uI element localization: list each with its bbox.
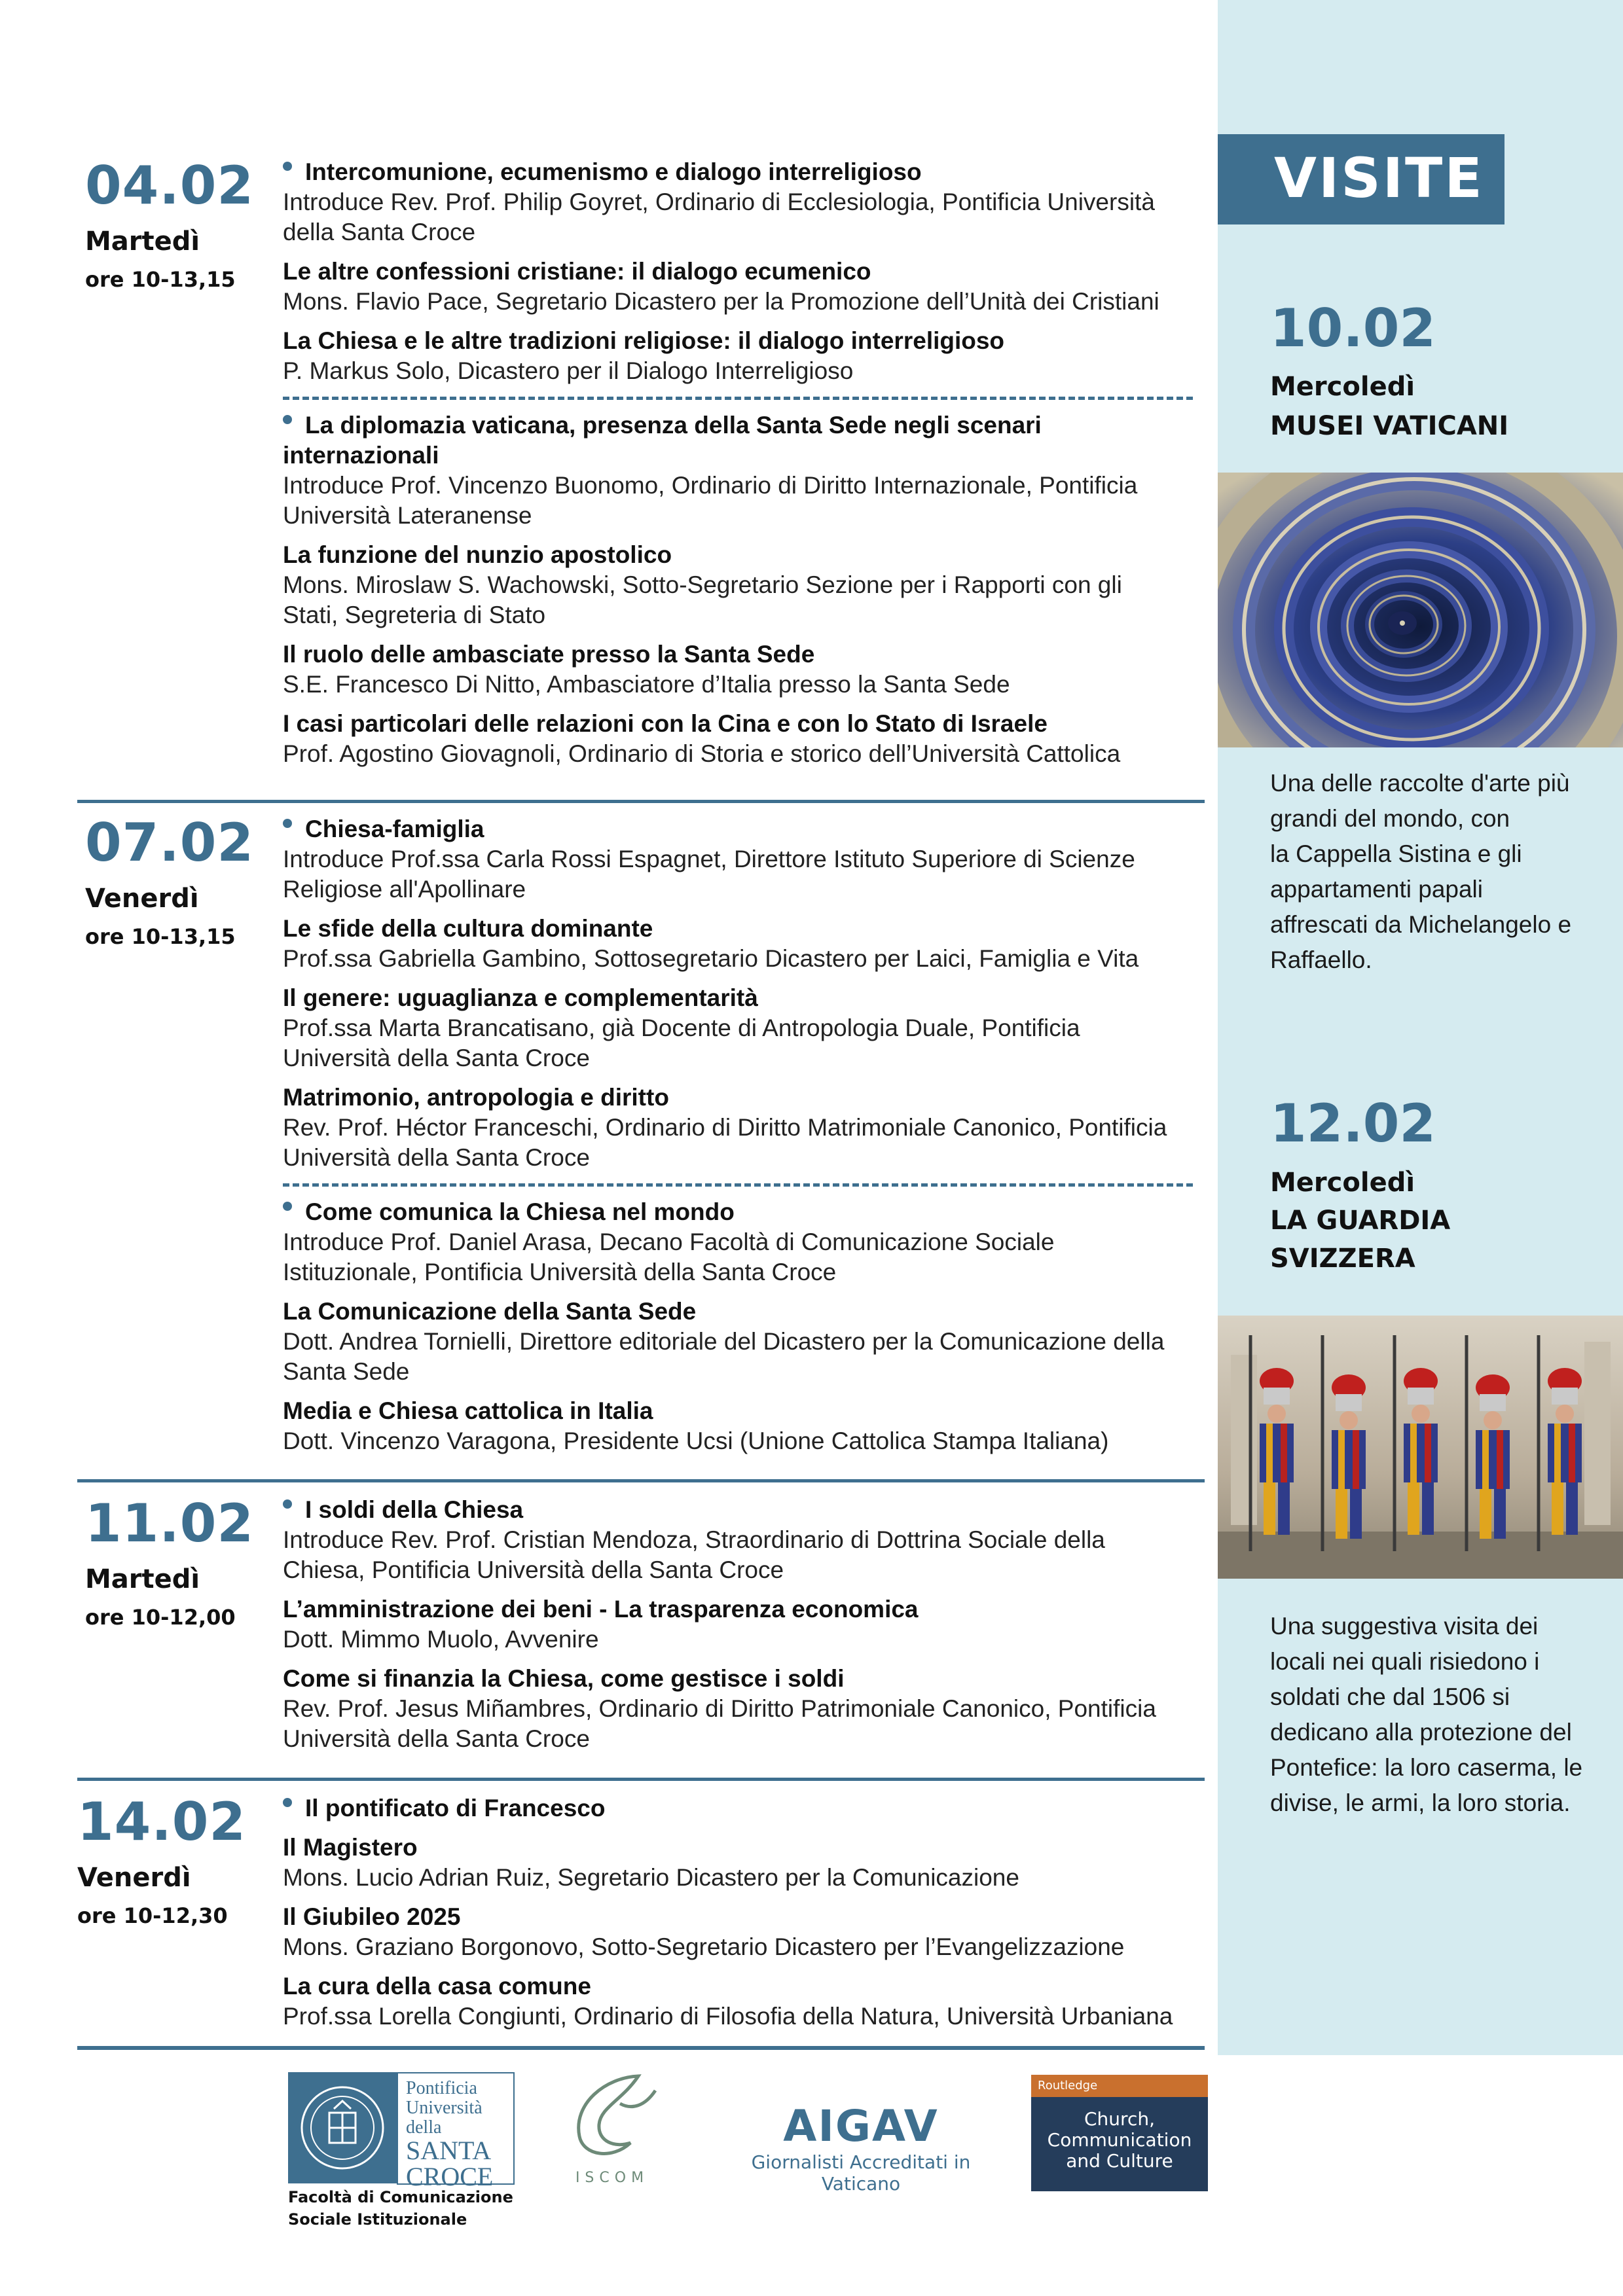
- day-time: ore 10-13,15: [85, 924, 236, 949]
- santa-croce-logo: [288, 2072, 514, 2191]
- talk-speaker: Rev. Prof. Jesus Miñambres, Ordinario di Diritto Patrimoniale Canonico, Pontificia Università della Santa Croce: [283, 1695, 1156, 1752]
- talk: [283, 1594, 1193, 1655]
- visit-place: MUSEI VATICANI: [1270, 411, 1509, 441]
- day-date: 11.02: [85, 1493, 255, 1554]
- talk: [283, 709, 1193, 769]
- session-intro: Introduce Prof. Vincenzo Buonomo, Ordinario di Diritto Internazionale, Pontificia Università Lateranense: [283, 472, 1138, 529]
- talk: [283, 983, 1193, 1073]
- day-date: 04.02: [85, 155, 255, 216]
- spiral-staircase-photo: [1218, 473, 1623, 747]
- bullet-icon: [283, 1798, 292, 1807]
- talk-title: L’amministrazione dei beni - La trasparenza economica: [283, 1596, 919, 1623]
- day-weekday: Venerdì: [77, 1863, 191, 1893]
- talk-title: Come si finanzia la Chiesa, come gestisce i soldi: [283, 1665, 845, 1692]
- talk-speaker: Mons. Miroslaw S. Wachowski, Sotto-Segretario Sezione per i Rapporti con gli Stati, Segreteria di Stato: [283, 571, 1122, 628]
- day-date: 14.02: [77, 1791, 247, 1852]
- session: [283, 1793, 1193, 2032]
- footer-divider: [77, 2046, 1205, 2050]
- iscom-wordmark: ISCOM: [575, 2170, 649, 2186]
- day-time: ore 10-12,00: [85, 1605, 236, 1630]
- bullet-icon: [283, 1202, 292, 1211]
- talk: [283, 1902, 1193, 1962]
- session-title: Il pontificato di Francesco: [283, 1793, 1193, 1823]
- footer-logos: [0, 2055, 1623, 2296]
- talk: [283, 257, 1193, 317]
- day-time: ore 10-13,15: [85, 267, 236, 292]
- session-title: I soldi della Chiesa: [283, 1495, 1193, 1525]
- talk-title: Matrimonio, antropologia e diritto: [283, 1084, 669, 1111]
- day-meta: [85, 1495, 254, 1630]
- bullet-icon: [283, 1499, 292, 1509]
- ccc-journal-logo: Routledge Church, Communication and Culture: [1031, 2075, 1208, 2191]
- talk: [283, 1833, 1193, 1893]
- talk-title: La cura della casa comune: [283, 1973, 591, 2000]
- talk-title: Il genere: uguaglianza e complementarità: [283, 984, 758, 1011]
- visit-date: 10.02: [1270, 298, 1436, 359]
- university-seal-icon: [288, 2072, 397, 2183]
- talk: [283, 914, 1193, 974]
- bullet-icon: [283, 819, 292, 828]
- visit-description: Una delle raccolte d'arte più grandi del mondo, con la Cappella Sistina e gli appartamenti papali affrescati da Michelangelo e Raffaello.: [1270, 770, 1572, 973]
- talk-speaker: Prof.ssa Gabriella Gambino, Sottosegretario Dicastero per Laici, Famiglia e Vita: [283, 945, 1139, 972]
- aigav-subtitle: Giornalisti Accreditati in Vaticano: [751, 2151, 971, 2195]
- talk-speaker: Mons. Graziano Borgonovo, Sotto-Segretario Dicastero per l’Evangelizzazione: [283, 1933, 1125, 1960]
- day-content: [283, 157, 1193, 776]
- talk-speaker: Mons. Lucio Adrian Ruiz, Segretario Dicastero per la Comunicazione: [283, 1864, 1019, 1891]
- day-divider: [77, 1479, 1205, 1482]
- faculty-label: Facoltà di Comunicazione Sociale Istituzionale: [288, 2188, 513, 2229]
- talk-title: Il Magistero: [283, 1834, 418, 1861]
- swiss-guard-photo: [1218, 1316, 1623, 1579]
- session: [283, 410, 1193, 769]
- visits-title: VISITE: [1274, 146, 1484, 210]
- day-weekday: Martedì: [85, 1564, 200, 1594]
- talk-title: I casi particolari delle relazioni con la Cina e con lo Stato di Israele: [283, 710, 1048, 737]
- day-meta: [77, 1793, 246, 1928]
- visit-place: LA GUARDIA SVIZZERA: [1270, 1206, 1451, 1274]
- visit-weekday: Mercoledì: [1270, 1168, 1415, 1198]
- aigav-logo: [710, 2101, 1012, 2195]
- talk: [283, 540, 1193, 630]
- talk: [283, 639, 1193, 700]
- day-divider: [77, 800, 1205, 803]
- aigav-wordmark: AIGAV: [783, 2101, 939, 2151]
- talk: [283, 1297, 1193, 1387]
- day-time: ore 10-12,30: [77, 1903, 228, 1928]
- talk-speaker: Prof. Agostino Giovagnoli, Ordinario di Storia e storico dell’Università Cattolica: [283, 740, 1121, 767]
- talk-speaker: Mons. Flavio Pace, Segretario Dicastero per la Promozione dell’Unità dei Cristiani: [283, 288, 1159, 315]
- visits-header: [1218, 134, 1504, 224]
- talk-speaker: Prof.ssa Marta Brancatisano, già Docente di Antropologia Duale, Pontificia Università della Santa Croce: [283, 1014, 1080, 1071]
- day-weekday: Martedì: [85, 226, 200, 257]
- talk-speaker: Rev. Prof. Héctor Franceschi, Ordinario di Diritto Matrimoniale Canonico, Pontificia Università della Santa Croce: [283, 1114, 1167, 1171]
- session: [283, 814, 1193, 1173]
- session: [283, 1197, 1193, 1456]
- session: [283, 1495, 1193, 1754]
- dashed-divider: [283, 397, 1193, 400]
- talk-title: La Comunicazione della Santa Sede: [283, 1298, 697, 1325]
- day-meta: [85, 157, 254, 292]
- pusc-wordmark: Pontificia Università della SANTA CROCE: [406, 2078, 494, 2191]
- session-title: Intercomunione, ecumenismo e dialogo interreligioso: [283, 157, 1193, 187]
- talk-speaker: P. Markus Solo, Dicastero per il Dialogo Interreligioso: [283, 357, 854, 384]
- visit-date: 12.02: [1270, 1093, 1436, 1154]
- talk-title: Le altre confessioni cristiane: il dialogo ecumenico: [283, 258, 871, 285]
- day-meta: [85, 814, 254, 949]
- day-content: [283, 1495, 1193, 1761]
- iscom-logo: [560, 2064, 665, 2189]
- bullet-icon: [283, 162, 292, 171]
- dove-icon: [560, 2064, 665, 2162]
- day-divider: [77, 1778, 1205, 1781]
- session-intro: Introduce Prof. Daniel Arasa, Decano Facoltà di Comunicazione Sociale Istituzionale, Pontificia Università della Santa Croce: [283, 1229, 1055, 1285]
- talk: [283, 326, 1193, 386]
- visit-weekday: Mercoledì: [1270, 372, 1415, 402]
- day-date: 07.02: [85, 812, 255, 873]
- talk: [283, 1971, 1193, 2032]
- bullet-icon: [283, 415, 292, 424]
- session-title: La diplomazia vaticana, presenza della Santa Sede negli scenari internazionali: [283, 412, 1042, 469]
- session-intro: Introduce Prof.ssa Carla Rossi Espagnet, Direttore Istituto Superiore di Scienze Religiose all'Apollinare: [283, 846, 1135, 903]
- day-content: [283, 1793, 1193, 2038]
- talk-speaker: Dott. Andrea Tornielli, Direttore editoriale del Dicastero per la Comunicazione della Santa Sede: [283, 1328, 1165, 1385]
- talk-title: Media e Chiesa cattolica in Italia: [283, 1397, 653, 1424]
- day-content: [283, 814, 1193, 1463]
- talk-speaker: S.E. Francesco Di Nitto, Ambasciatore d’Italia presso la Santa Sede: [283, 671, 1010, 698]
- talk: [283, 1083, 1193, 1173]
- talk-title: Le sfide della cultura dominante: [283, 915, 653, 942]
- session: [283, 157, 1193, 386]
- day-weekday: Venerdì: [85, 884, 199, 914]
- session-intro: Introduce Rev. Prof. Cristian Mendoza, Straordinario di Dottrina Sociale della Chiesa, Pontificia Università della Santa Croce: [283, 1526, 1105, 1583]
- talk-speaker: Prof.ssa Lorella Congiunti, Ordinario di Filosofia della Natura, Università Urbaniana: [283, 2003, 1173, 2030]
- talk: [283, 1396, 1193, 1456]
- dashed-divider: [283, 1183, 1193, 1187]
- visits-panel: [1218, 0, 1623, 2055]
- talk-speaker: Dott. Vincenzo Varagona, Presidente Ucsi (Unione Cattolica Stampa Italiana): [283, 1427, 1109, 1454]
- routledge-label: Routledge: [1031, 2075, 1208, 2097]
- talk-speaker: Dott. Mimmo Muolo, Avvenire: [283, 1626, 599, 1653]
- talk: [283, 1664, 1193, 1754]
- session-title: Chiesa-famiglia: [283, 814, 1193, 844]
- talk-title: La Chiesa e le altre tradizioni religiose: il dialogo interreligioso: [283, 327, 1005, 354]
- talk-title: La funzione del nunzio apostolico: [283, 541, 672, 568]
- visit-description: Una suggestiva visita dei locali nei quali risiedono i soldati che dal 1506 si dedicano alla protezione del Pontefice: la loro caserma, le divise, le armi, la loro storia.: [1270, 1613, 1583, 1816]
- session-title: Come comunica la Chiesa nel mondo: [283, 1197, 1193, 1227]
- talk-title: Il Giubileo 2025: [283, 1903, 461, 1930]
- session-intro: Introduce Rev. Prof. Philip Goyret, Ordinario di Ecclesiologia, Pontificia Università della Santa Croce: [283, 188, 1155, 245]
- talk-title: Il ruolo delle ambasciate presso la Santa Sede: [283, 641, 815, 668]
